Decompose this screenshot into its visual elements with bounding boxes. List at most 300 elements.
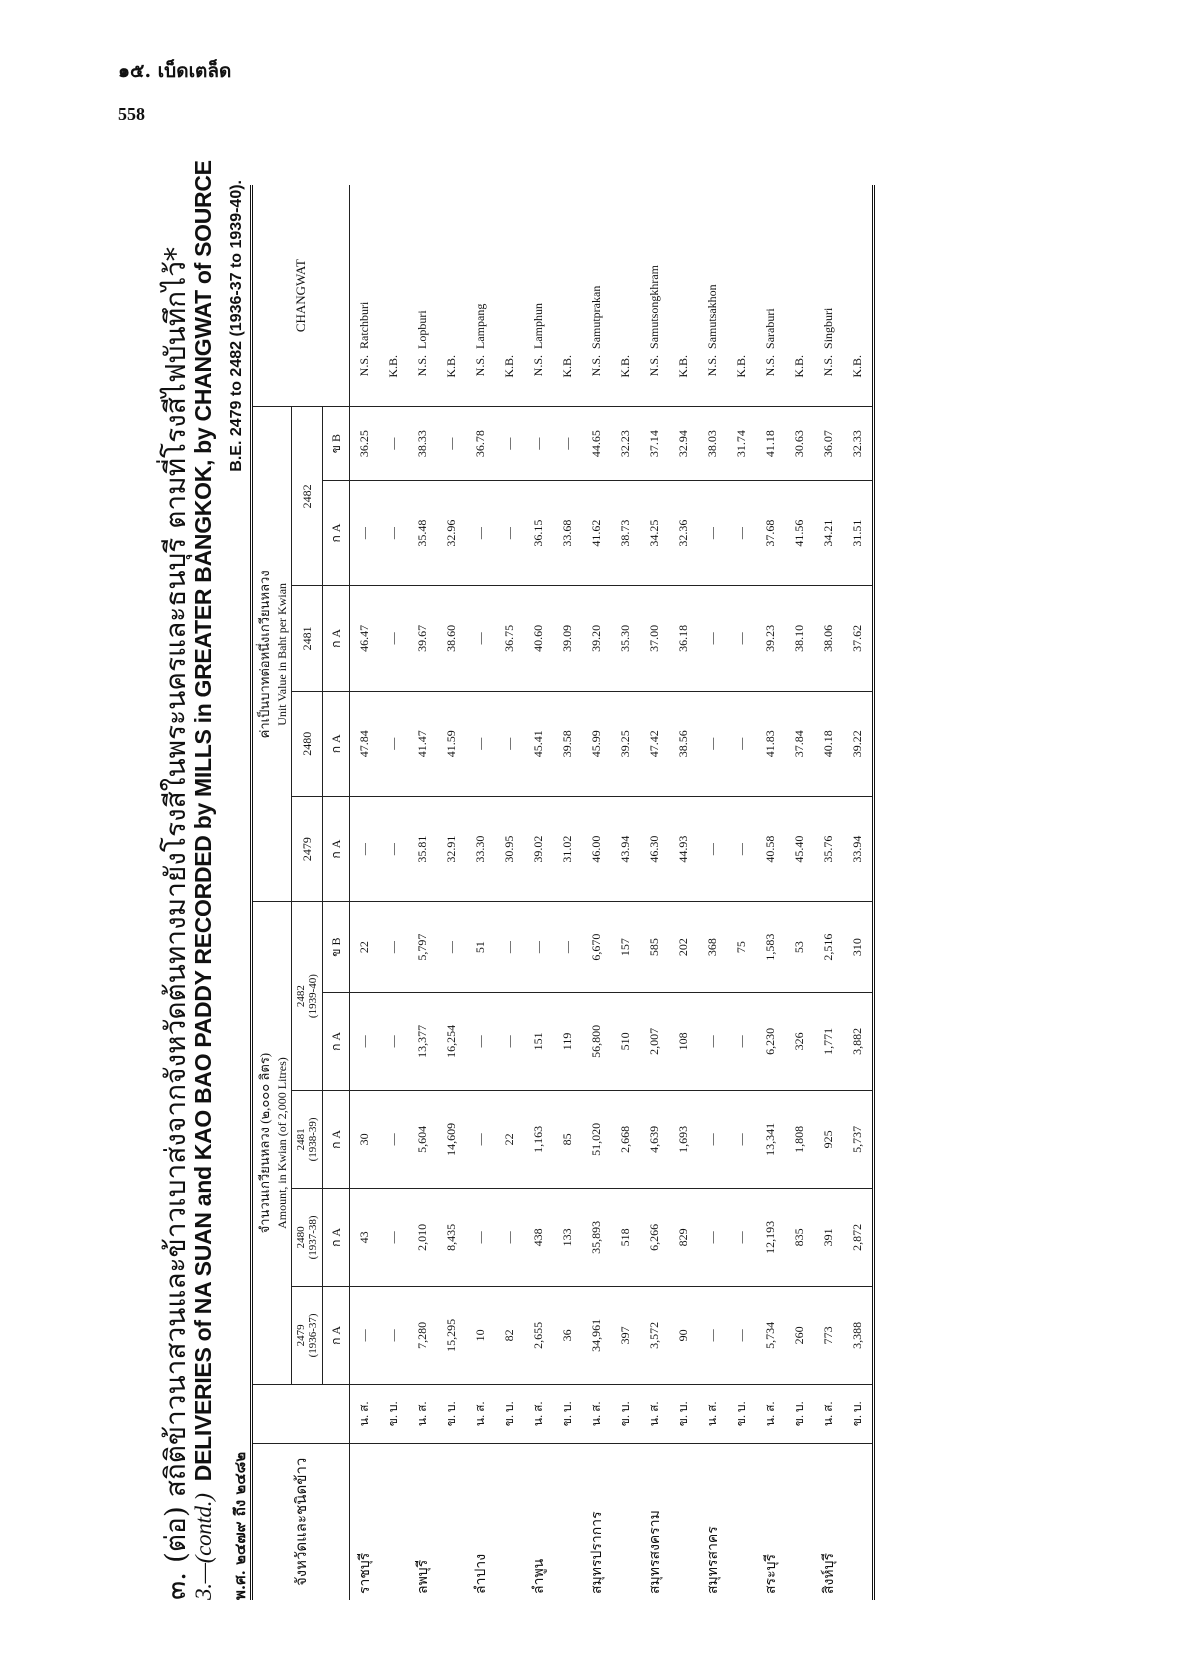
changwat-name-cell — [437, 185, 466, 353]
value-cell: 41.59 — [437, 691, 466, 796]
changwat-name-cell — [553, 185, 582, 353]
subcol-b: ข B — [323, 407, 350, 481]
value-cell: — — [698, 480, 727, 585]
table-row — [553, 185, 582, 1600]
rice-type-cell: น. ส. — [582, 1384, 611, 1443]
value-cell: — — [495, 691, 524, 796]
value-cell: — — [524, 407, 553, 481]
rice-type-cell: ข. บ. — [437, 1384, 466, 1443]
value-cell: — — [379, 407, 408, 481]
table-row — [669, 185, 698, 1600]
value-cell: 35.76 — [814, 796, 843, 901]
changwat-code-cell: K.B. — [850, 354, 864, 378]
year-header-2481 — [292, 1090, 323, 1188]
value-cell: 43.94 — [611, 796, 640, 901]
changwat-name-cell: Samutsakhon — [705, 284, 719, 349]
table-row — [611, 185, 640, 1600]
value-cell: 31.74 — [727, 407, 756, 481]
year-header-2480 — [292, 1188, 323, 1286]
rice-type-cell: ข. บ. — [669, 1384, 698, 1443]
year-be: 2481 — [295, 1128, 307, 1151]
value-cell: 3,572 — [640, 1286, 669, 1384]
value-cell: 36.15 — [524, 480, 553, 585]
value-cell: 16,254 — [437, 992, 466, 1090]
value-cell: — — [466, 1188, 495, 1286]
table-row — [495, 185, 524, 1600]
value-cell: — — [698, 1188, 727, 1286]
value-cell: — — [727, 992, 756, 1090]
value-cell: 46.47 — [350, 586, 380, 691]
value-cell: — — [727, 480, 756, 585]
table-row — [408, 185, 437, 1600]
table-row — [437, 185, 466, 1600]
title-english-prefix: 3.—(contd.) — [191, 1493, 216, 1600]
province-cell — [785, 1443, 814, 1600]
province-cell: สมุทรปราการ — [582, 1443, 611, 1600]
changwat-name-cell — [727, 185, 756, 353]
value-cell: 39.09 — [553, 586, 582, 691]
changwat-code-cell: K.B. — [676, 354, 690, 378]
rice-type-cell: ข. บ. — [379, 1384, 408, 1443]
value-cell: 773 — [814, 1286, 843, 1384]
value-cell: — — [495, 407, 524, 481]
rice-type-cell: น. ส. — [466, 1384, 495, 1443]
table-row — [756, 185, 785, 1600]
value-cell: — — [379, 796, 408, 901]
value-cell: 22 — [350, 902, 380, 993]
table-row — [698, 185, 727, 1600]
rice-type-cell: น. ส. — [640, 1384, 669, 1443]
changwat-code-cell: N.S. — [473, 354, 487, 377]
value-cell: 85 — [553, 1090, 582, 1188]
value-cell: 39.22 — [843, 691, 874, 796]
value-cell: 40.60 — [524, 586, 553, 691]
table-row — [814, 185, 843, 1600]
value-cell: 36 — [553, 1286, 582, 1384]
value-cell: 6,230 — [756, 992, 785, 1090]
value-cell: 53 — [785, 902, 814, 993]
value-cell: — — [379, 1188, 408, 1286]
deliveries-table — [250, 185, 875, 1600]
value-cell: 36.75 — [495, 586, 524, 691]
changwat-code-cell: N.S. — [763, 354, 777, 377]
value-cell: 37.84 — [785, 691, 814, 796]
value-cell: 45.99 — [582, 691, 611, 796]
value-cell: — — [466, 586, 495, 691]
province-cell — [727, 1443, 756, 1600]
value-cell: — — [437, 902, 466, 993]
province-cell: ลำพูน — [524, 1443, 553, 1600]
value-cell: 10 — [466, 1286, 495, 1384]
value-cell: 1,771 — [814, 992, 843, 1090]
changwat-name-cell — [669, 185, 698, 353]
type-col-header — [252, 1384, 350, 1443]
value-cell: 2,007 — [640, 992, 669, 1090]
value-cell: 39.58 — [553, 691, 582, 796]
value-cell: 829 — [669, 1188, 698, 1286]
value-cell: 38.33 — [408, 407, 437, 481]
value-cell: 36.78 — [466, 407, 495, 481]
value-cell: 45.40 — [785, 796, 814, 901]
value-cell: 13,377 — [408, 992, 437, 1090]
value-cell: 31.02 — [553, 796, 582, 901]
changwat-code-cell: K.B. — [444, 354, 458, 378]
value-cell: 8,435 — [437, 1188, 466, 1286]
province-cell — [553, 1443, 582, 1600]
province-cell — [437, 1443, 466, 1600]
changwat-code-cell: K.B. — [386, 354, 400, 378]
value-cell: — — [727, 586, 756, 691]
value-cell: 310 — [843, 902, 874, 993]
province-cell — [611, 1443, 640, 1600]
year-header-2479 — [292, 1286, 323, 1384]
value-cell: 2,010 — [408, 1188, 437, 1286]
value-cell: 12,193 — [756, 1188, 785, 1286]
province-cell — [669, 1443, 698, 1600]
value-cell: 39.25 — [611, 691, 640, 796]
title-english-text: DELIVERIES of NA SUAN and KAO BAO PADDY RECORDED by MILLS in GREATER BANGKOK, by CHANGWAT of SOURCE — [190, 160, 216, 1482]
province-cell: สิงห์บุรี — [814, 1443, 843, 1600]
changwat-code-cell: N.S. — [647, 354, 661, 377]
value-cell: 38.06 — [814, 586, 843, 691]
value-cell: 518 — [611, 1188, 640, 1286]
value-cell: 438 — [524, 1188, 553, 1286]
value-cell: 1,808 — [785, 1090, 814, 1188]
province-cell: ลพบุรี — [408, 1443, 437, 1600]
value-cell: 38.10 — [785, 586, 814, 691]
rice-type-cell: ข. บ. — [553, 1384, 582, 1443]
subcol-a: ก A — [323, 796, 350, 901]
value-group-header — [252, 407, 292, 902]
value-cell: 32.36 — [669, 480, 698, 585]
changwat-col-header: CHANGWAT — [293, 259, 308, 333]
header-row-1 — [252, 185, 292, 1600]
changwat-code-cell: K.B. — [792, 354, 806, 378]
rice-type-cell: น. ส. — [756, 1384, 785, 1443]
value-cell: 36.18 — [669, 586, 698, 691]
value-cell: 41.18 — [756, 407, 785, 481]
value-cell: 2,872 — [843, 1188, 874, 1286]
rice-type-cell: น. ส. — [524, 1384, 553, 1443]
value-cell: 46.00 — [582, 796, 611, 901]
table-body — [350, 185, 874, 1600]
table-row — [727, 185, 756, 1600]
value-cell: 38.73 — [611, 480, 640, 585]
value-cell: — — [495, 480, 524, 585]
value-cell: 38.56 — [669, 691, 698, 796]
province-cell: ลำปาง — [466, 1443, 495, 1600]
value-cell: 260 — [785, 1286, 814, 1384]
changwat-name-cell: Saraburi — [763, 308, 777, 349]
value-cell: 41.47 — [408, 691, 437, 796]
value-cell: — — [553, 407, 582, 481]
value-cell: 56,800 — [582, 992, 611, 1090]
changwat-name-cell: Lamphun — [531, 302, 545, 349]
value-cell: — — [698, 586, 727, 691]
changwat-name-cell — [495, 185, 524, 353]
value-cell: 119 — [553, 992, 582, 1090]
value-cell: — — [379, 480, 408, 585]
subcol-a: ก A — [323, 1286, 350, 1384]
value-cell: 44.65 — [582, 407, 611, 481]
value-cell: — — [698, 1090, 727, 1188]
subcol-a: ก A — [323, 1188, 350, 1286]
value-cell: — — [553, 902, 582, 993]
province-cell — [843, 1443, 874, 1600]
subcol-a: ก A — [323, 586, 350, 691]
value-cell: 108 — [669, 992, 698, 1090]
value-cell: 40.58 — [756, 796, 785, 901]
rice-type-cell: น. ส. — [698, 1384, 727, 1443]
value-cell: 32.33 — [843, 407, 874, 481]
value-cell: — — [350, 480, 380, 585]
value-cell: 368 — [698, 902, 727, 993]
value-cell: 34.25 — [640, 480, 669, 585]
value-cell: 47.84 — [350, 691, 380, 796]
value-cell: 32.91 — [437, 796, 466, 901]
table-row — [582, 185, 611, 1600]
table-row — [524, 185, 553, 1600]
rice-type-cell: ข. บ. — [785, 1384, 814, 1443]
value-cell: 5,604 — [408, 1090, 437, 1188]
running-head: ๑๕. เบ็ดเตล็ด — [118, 60, 232, 82]
value-cell: 31.51 — [843, 480, 874, 585]
value-cell: 2,668 — [611, 1090, 640, 1188]
value-cell: — — [698, 1286, 727, 1384]
value-cell: — — [727, 1090, 756, 1188]
value-year-2479: 2479 — [292, 796, 323, 901]
value-cell: — — [466, 480, 495, 585]
value-cell: 37.00 — [640, 586, 669, 691]
value-cell: — — [379, 1090, 408, 1188]
value-cell: 90 — [669, 1286, 698, 1384]
value-cell: — — [727, 691, 756, 796]
value-cell: 46.30 — [640, 796, 669, 901]
rice-type-cell: ข. บ. — [495, 1384, 524, 1443]
changwat-code-cell: K.B. — [618, 354, 632, 378]
value-cell: 32.23 — [611, 407, 640, 481]
value-cell: 5,797 — [408, 902, 437, 993]
province-col-header: จังหวัดและชนิดข้าว — [252, 1443, 350, 1600]
table-row — [379, 185, 408, 1600]
subcol-a: ก A — [323, 480, 350, 585]
value-cell: 39.23 — [756, 586, 785, 691]
value-cell: 36.25 — [350, 407, 380, 481]
subcol-a: ก A — [323, 992, 350, 1090]
value-cell: 1,163 — [524, 1090, 553, 1188]
value-cell: 6,266 — [640, 1188, 669, 1286]
value-cell: — — [698, 691, 727, 796]
value-cell: 30.95 — [495, 796, 524, 901]
amount-group-en: Amount, in Kwian (of 2,000 Litres) — [275, 1057, 289, 1229]
year-ce: (1938-39) — [307, 1117, 319, 1162]
value-cell: 45.41 — [524, 691, 553, 796]
value-cell: 1,583 — [756, 902, 785, 993]
changwat-name-cell: Lampang — [473, 303, 487, 349]
value-cell: 2,655 — [524, 1286, 553, 1384]
changwat-name-cell — [379, 185, 408, 353]
value-cell: 36.07 — [814, 407, 843, 481]
value-cell: 51 — [466, 902, 495, 993]
value-year-2480: 2480 — [292, 691, 323, 796]
value-cell: 41.62 — [582, 480, 611, 585]
changwat-name-cell: Samutprakan — [589, 285, 603, 349]
changwat-code-cell: K.B. — [560, 354, 574, 378]
value-cell: 133 — [553, 1188, 582, 1286]
amount-group-thai: จำนวนเกวียนหลวง (๒,๐๐๐ ลิตร) — [257, 1052, 272, 1234]
changwat-name-cell: Ratchburi — [357, 301, 371, 349]
changwat-code-cell: N.S. — [357, 354, 371, 377]
value-cell: — — [379, 586, 408, 691]
value-cell: 41.83 — [756, 691, 785, 796]
year-ce: (1937-38) — [307, 1215, 319, 1260]
value-cell: 34.21 — [814, 480, 843, 585]
value-cell: 44.93 — [669, 796, 698, 901]
table-row — [785, 185, 814, 1600]
changwat-code-cell: K.B. — [734, 354, 748, 378]
table-row — [640, 185, 669, 1600]
value-cell: — — [495, 1188, 524, 1286]
year-be: 2480 — [295, 1226, 307, 1249]
rice-type-cell: ข. บ. — [611, 1384, 640, 1443]
value-cell: 33.94 — [843, 796, 874, 901]
value-cell: — — [727, 796, 756, 901]
province-cell — [495, 1443, 524, 1600]
value-cell: 43 — [350, 1188, 380, 1286]
value-year-2481: 2481 — [292, 586, 323, 691]
value-cell: 39.20 — [582, 586, 611, 691]
province-cell: ราชบุรี — [350, 1443, 380, 1600]
year-be: 2479 — [295, 1324, 307, 1347]
value-cell: 4,639 — [640, 1090, 669, 1188]
title-english — [190, 160, 217, 1600]
changwat-name-cell — [843, 185, 874, 353]
value-cell: 39.02 — [524, 796, 553, 901]
value-cell: 925 — [814, 1090, 843, 1188]
value-cell: 82 — [495, 1286, 524, 1384]
value-cell: 35,893 — [582, 1188, 611, 1286]
province-cell: สมุทรสงคราม — [640, 1443, 669, 1600]
value-cell: 397 — [611, 1286, 640, 1384]
value-cell: 38.60 — [437, 586, 466, 691]
value-cell: 1,693 — [669, 1090, 698, 1188]
value-cell: 7,280 — [408, 1286, 437, 1384]
value-cell: 35.48 — [408, 480, 437, 585]
value-cell: 32.96 — [437, 480, 466, 585]
value-cell: 585 — [640, 902, 669, 993]
value-cell: — — [727, 1188, 756, 1286]
value-cell: 38.03 — [698, 407, 727, 481]
value-cell: 35.81 — [408, 796, 437, 901]
rice-type-cell: น. ส. — [408, 1384, 437, 1443]
value-cell: 37.14 — [640, 407, 669, 481]
province-cell: สระบุรี — [756, 1443, 785, 1600]
value-cell: 510 — [611, 992, 640, 1090]
value-cell: 22 — [495, 1090, 524, 1188]
value-cell: 37.62 — [843, 586, 874, 691]
value-cell: — — [698, 992, 727, 1090]
page-number: 558 — [118, 104, 145, 124]
rice-type-cell: ข. บ. — [843, 1384, 874, 1443]
value-cell: 30 — [350, 1090, 380, 1188]
value-cell: — — [379, 992, 408, 1090]
value-cell: — — [350, 992, 380, 1090]
value-cell: 3,882 — [843, 992, 874, 1090]
province-cell: สมุทรสาคร — [698, 1443, 727, 1600]
value-group-en: Unit Value in Baht per Kwian — [275, 582, 289, 726]
value-cell: 13,341 — [756, 1090, 785, 1188]
title-thai: ๓. (ต่อ) สถิติข้าวนาสวนและข้าวเบาส่งจากจังหวัดต้นทางมายังโรงสีในพระนครและธนบุรี ตามที่โรงสีไฟบันทึกไว้* — [159, 247, 192, 1600]
year-ce: (1936-37) — [307, 1313, 319, 1358]
value-cell: — — [524, 902, 553, 993]
value-cell: — — [727, 1286, 756, 1384]
changwat-code-cell: N.S. — [415, 354, 429, 377]
table-row — [843, 185, 874, 1600]
period-english: B.E. 2479 to 2482 (1936-37 to 1939-40). — [228, 180, 245, 472]
changwat-name-cell — [611, 185, 640, 353]
value-cell: 151 — [524, 992, 553, 1090]
value-cell: 39.67 — [408, 586, 437, 691]
value-cell: 47.42 — [640, 691, 669, 796]
changwat-code-cell: N.S. — [531, 354, 545, 377]
changwat-code-cell: N.S. — [821, 354, 835, 377]
value-cell: 5,737 — [843, 1090, 874, 1188]
subcol-b: ข B — [323, 902, 350, 993]
value-cell: — — [437, 407, 466, 481]
rice-type-cell: น. ส. — [814, 1384, 843, 1443]
value-cell: 30.63 — [785, 407, 814, 481]
changwat-code-cell: K.B. — [502, 354, 516, 378]
value-cell: 37.68 — [756, 480, 785, 585]
value-cell: — — [466, 691, 495, 796]
rice-type-cell: ข. บ. — [727, 1384, 756, 1443]
value-cell: — — [379, 1286, 408, 1384]
subcol-a: ก A — [323, 691, 350, 796]
value-cell: — — [350, 1286, 380, 1384]
value-year-2482: 2482 — [292, 407, 323, 586]
value-cell: 5,734 — [756, 1286, 785, 1384]
value-cell: 6,670 — [582, 902, 611, 993]
table-row — [466, 185, 495, 1600]
value-cell: 35.30 — [611, 586, 640, 691]
value-cell: 202 — [669, 902, 698, 993]
value-cell: — — [379, 691, 408, 796]
value-cell: — — [495, 902, 524, 993]
value-group-thai: ค่าเป็นบาทต่อหนึ่งเกวียนหลวง — [257, 570, 272, 739]
changwat-code-cell: N.S. — [705, 354, 719, 377]
value-cell: 41.56 — [785, 480, 814, 585]
value-cell: 32.94 — [669, 407, 698, 481]
value-cell: — — [379, 902, 408, 993]
value-cell: — — [495, 992, 524, 1090]
value-cell: 40.18 — [814, 691, 843, 796]
value-cell: 14,609 — [437, 1090, 466, 1188]
rice-type-cell: น. ส. — [350, 1384, 380, 1443]
changwat-name-cell: Samutsongkhram — [647, 264, 661, 349]
value-cell: 34,961 — [582, 1286, 611, 1384]
value-cell: 2,516 — [814, 902, 843, 993]
value-cell: — — [698, 796, 727, 901]
value-cell: 33.68 — [553, 480, 582, 585]
rotated-table-page — [140, 140, 1060, 1600]
value-cell: 3,388 — [843, 1286, 874, 1384]
table-row — [350, 185, 380, 1600]
changwat-name-cell: Lopburi — [415, 310, 429, 349]
value-cell: 33.30 — [466, 796, 495, 901]
year-ce: (1939-40) — [307, 974, 319, 1019]
period-thai: พ.ศ. ๒๔๗๙ ถึง ๒๔๘๒ — [231, 1451, 249, 1600]
changwat-name-cell: Singburi — [821, 307, 835, 349]
